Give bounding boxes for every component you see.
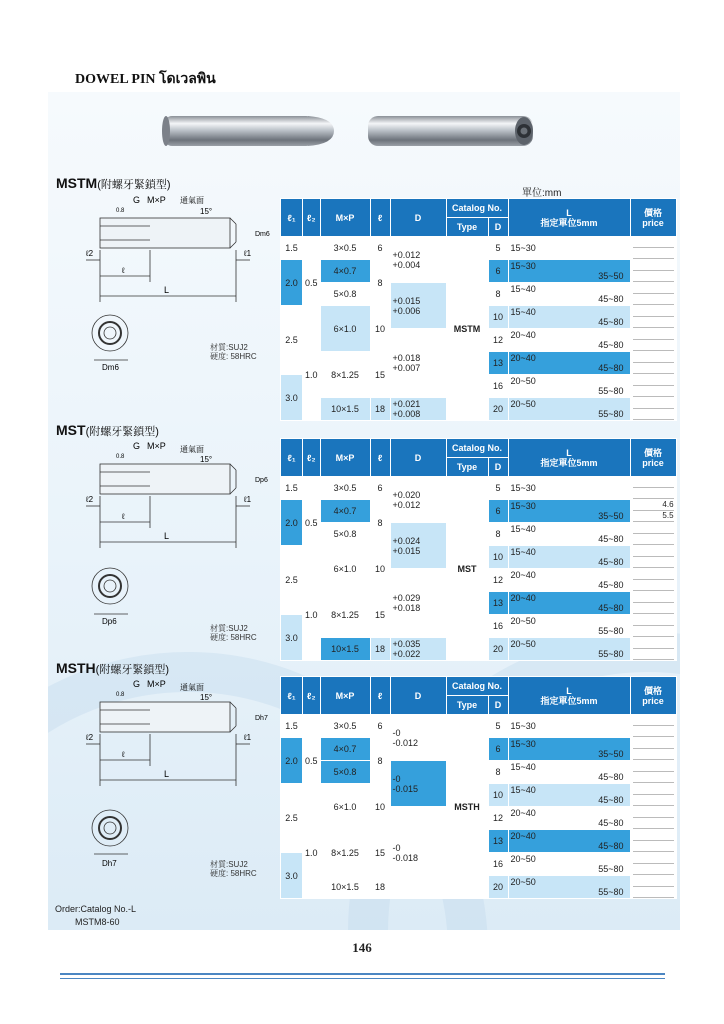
col-d-header: D	[390, 677, 446, 715]
label-diameter: Dh7	[255, 715, 268, 722]
label-g: G	[133, 679, 141, 689]
label-l1: ℓ1	[244, 249, 252, 258]
label-mxp: M×P	[147, 195, 166, 205]
col-l1-header: ℓ₁	[281, 199, 303, 237]
dowel-pin-photo-right	[360, 108, 540, 154]
material-note-mst: 材質:SUJ2 硬度: 58HRC	[210, 624, 257, 642]
table-row: 5×0.8 +0.024 +0.015 8 15~40 45~80	[281, 523, 677, 546]
col-type-header: Type	[446, 218, 488, 237]
col-type-header: Type	[446, 458, 488, 477]
section-title-msth: MSTH(附螺牙緊鎖型)	[56, 660, 169, 676]
table-row: 1.5 0.5 3×0.5 6 -0 -0.012 MSTH 5 15~30	[281, 715, 677, 738]
table-row: 2.0 4×0.7 8 6 15~30 35~50 4.6 5.5	[281, 500, 677, 523]
label-end-diameter: Dp6	[102, 617, 117, 626]
col-l1-header: ℓ₁	[281, 677, 303, 715]
label-l: ℓ	[122, 512, 125, 521]
table-row: 3.0 16 20~50 55~80	[281, 853, 677, 876]
table-row: 10×1.5 18 +0.021 +0.008 20 20~50 55~80	[281, 398, 677, 421]
technical-drawing-mstm	[56, 192, 276, 402]
label-l: ℓ	[122, 266, 125, 275]
col-l-header: ℓ	[370, 439, 390, 477]
col-d-header: D	[390, 199, 446, 237]
label-l2: ℓ2	[86, 495, 94, 504]
spec-table-mst	[280, 438, 677, 661]
col-d-header: D	[390, 439, 446, 477]
label-end-diameter: Dm6	[102, 363, 119, 372]
col-dcol-header: D	[488, 458, 508, 477]
table-row: 1.0 +0.018 +0.007 12 20~40 45~80	[281, 329, 677, 352]
page-title: DOWEL PIN โดเวลพิน	[75, 72, 216, 87]
footer-rule	[60, 973, 665, 975]
col-l1-header: ℓ₁	[281, 439, 303, 477]
label-l2: ℓ2	[86, 733, 94, 742]
label-vent: 通氣面	[180, 445, 204, 454]
section-title-mstm: MSTM(附螺牙緊鎖型)	[56, 175, 171, 191]
col-mxp-header: M×P	[320, 199, 370, 237]
technical-drawing-mst	[56, 438, 276, 648]
col-length-header: L 指定單位5mm	[508, 439, 630, 477]
col-catalog-header: Catalog No.	[446, 439, 508, 458]
label-angle: 15°	[200, 693, 213, 702]
table-row: 5×0.8 -0 -0.015 8 15~40 45~80	[281, 761, 677, 784]
col-dcol-header: D	[488, 218, 508, 237]
table-row: 2.0 4×0.7 8 6 15~30 35~50	[281, 260, 677, 283]
col-dcol-header: D	[488, 696, 508, 715]
label-g: G	[133, 195, 141, 205]
footer-rule	[60, 978, 665, 979]
table-row: 5×0.8 +0.015 +0.006 8 15~40 45~80	[281, 283, 677, 306]
dowel-pin-photo-left	[158, 108, 338, 154]
label-end-diameter: Dh7	[102, 859, 117, 868]
col-catalog-header: Catalog No.	[446, 199, 508, 218]
material-note-mstm: 材質:SUJ2 硬度: 58HRC	[210, 343, 257, 361]
table-row: 2.0 4×0.7 8 6 15~30 35~50	[281, 738, 677, 761]
table-row: 10×1.5 18 20 20~50 55~80	[281, 876, 677, 899]
label-length: L	[164, 285, 170, 295]
label-angle: 15°	[200, 455, 213, 464]
col-type-header: Type	[446, 696, 488, 715]
col-mxp-header: M×P	[320, 439, 370, 477]
label-l: ℓ	[122, 750, 125, 759]
table-row: 8×1.25 15 13 20~40 45~80	[281, 592, 677, 615]
label-chamfer: 0.8	[116, 454, 125, 460]
spec-table-mstm	[280, 198, 677, 421]
label-angle: 15°	[200, 207, 213, 216]
col-price-header: 價格 price	[630, 677, 676, 715]
material-note-msth: 材質:SUJ2 硬度: 58HRC	[210, 860, 257, 878]
label-diameter: Dp6	[255, 477, 268, 484]
label-l2: ℓ2	[86, 249, 94, 258]
table-row: 8×1.25 15 13 20~40 45~80	[281, 830, 677, 853]
table-row: 2.5 6×1.0 10 10 15~40 45~80	[281, 546, 677, 569]
section-title-mst: MST(附螺牙緊鎖型)	[56, 422, 159, 438]
col-price-header: 價格 price	[630, 439, 676, 477]
col-l-header: ℓ	[370, 677, 390, 715]
spec-table-msth	[280, 676, 677, 899]
label-chamfer: 0.8	[116, 692, 125, 698]
table-row: 3.0 16 20~50 55~80	[281, 615, 677, 638]
col-l-header: ℓ	[370, 199, 390, 237]
col-price-header: 價格 price	[630, 199, 676, 237]
table-row: 10×1.5 18 +0.035 +0.022 20 20~50 55~80	[281, 638, 677, 661]
table-row: 1.5 0.5 3×0.5 6 +0.012 +0.004 MSTM 5 15~30	[281, 237, 677, 260]
col-mxp-header: M×P	[320, 677, 370, 715]
table-row: 1.5 0.5 3×0.5 6 +0.020 +0.012 MST 5 15~30	[281, 477, 677, 500]
label-l1: ℓ1	[244, 495, 252, 504]
col-catalog-header: Catalog No.	[446, 677, 508, 696]
label-mxp: M×P	[147, 441, 166, 451]
table-row: 2.5 6×1.0 10 10 15~40 45~80	[281, 306, 677, 329]
order-note: Order:Catalog No.-L MSTM8-60	[55, 904, 137, 927]
label-g: G	[133, 441, 141, 451]
label-chamfer: 0.8	[116, 208, 125, 214]
page-number: 146	[352, 940, 372, 955]
label-length: L	[164, 769, 170, 779]
label-length: L	[164, 531, 170, 541]
col-l2-header: ℓ₂	[303, 677, 321, 715]
col-l2-header: ℓ₂	[303, 439, 321, 477]
label-diameter: Dm6	[255, 231, 270, 238]
table-row: 1.0 -0 -0.018 12 20~40 45~80	[281, 807, 677, 830]
label-mxp: M×P	[147, 679, 166, 689]
col-length-header: L 指定單位5mm	[508, 199, 630, 237]
label-vent: 通氣面	[180, 683, 204, 692]
col-length-header: L 指定單位5mm	[508, 677, 630, 715]
table-row: 1.0 +0.029 +0.018 12 20~40 45~80	[281, 569, 677, 592]
table-row: 8×1.25 15 13 20~40 45~80	[281, 352, 677, 375]
label-l1: ℓ1	[244, 733, 252, 742]
col-l2-header: ℓ₂	[303, 199, 321, 237]
table-row: 3.0 16 20~50 55~80	[281, 375, 677, 398]
units-label: 單位:mm	[522, 188, 562, 199]
table-row: 2.5 6×1.0 10 10 15~40 45~80	[281, 784, 677, 807]
technical-drawing-msth	[56, 676, 276, 881]
label-vent: 通氣面	[180, 196, 204, 205]
